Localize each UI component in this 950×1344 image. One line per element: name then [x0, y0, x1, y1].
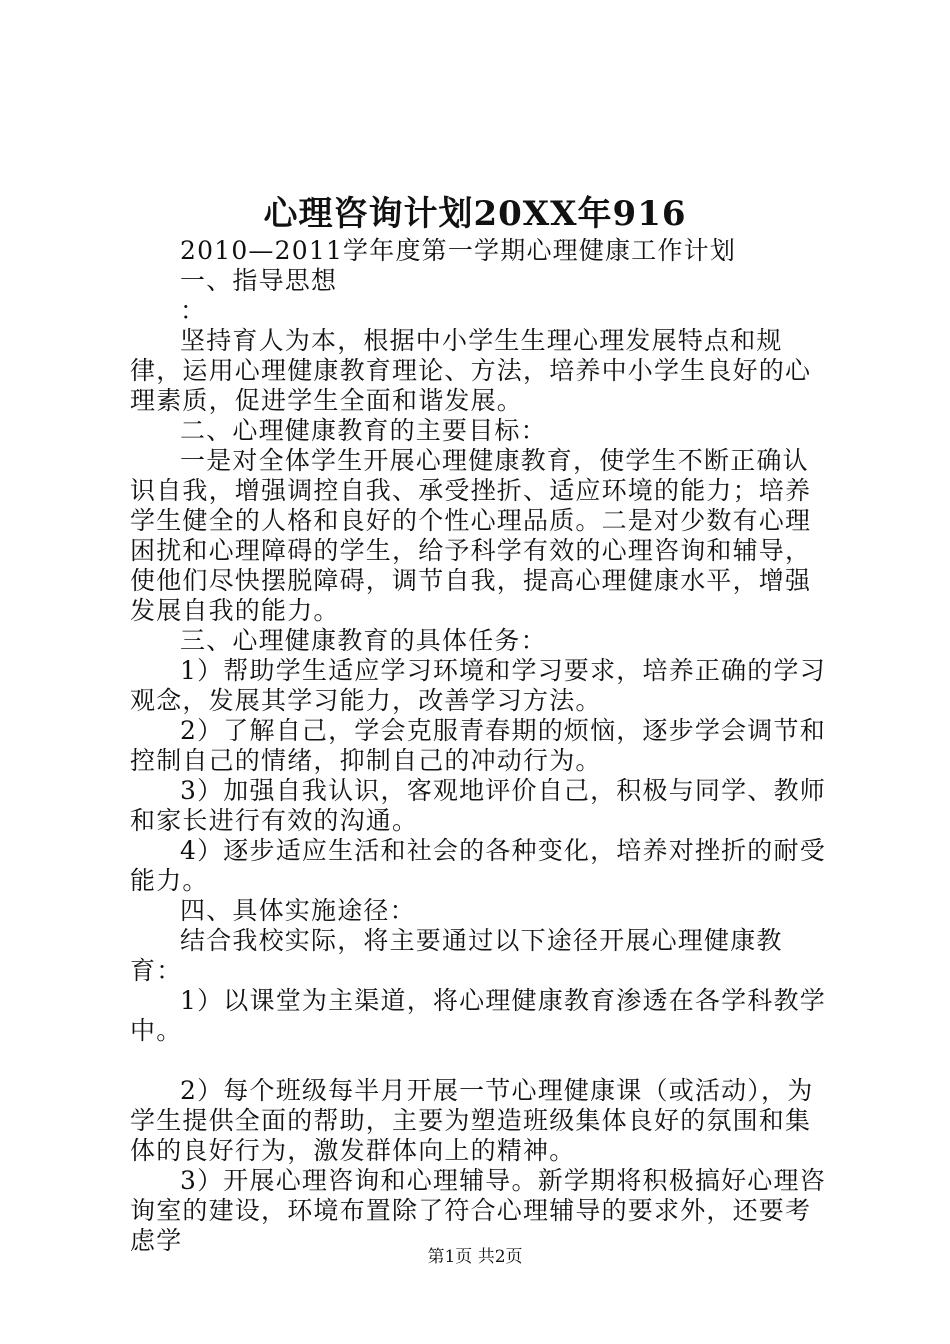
approach-item-2: 2）每个班级每半月开展一节心理健康课（或活动），为学生提供全面的帮助，主要为塑造班级集体良好的氛围和集体的良好行为，激发群体向上的精神。 [130, 1076, 814, 1165]
page-footer: 第1页 共2页 [427, 1247, 523, 1267]
document-body [130, 236, 832, 1256]
blank-line [130, 1046, 832, 1076]
document-title: 心理咨询计划20XX年916 [263, 194, 687, 234]
paragraph-guiding-thought: 坚持育人为本，根据中小学生生理心理发展特点和规律，运用心理健康教育理论、方法，培养中小学生良好的心理素质，促进学生全面和谐发展。 [130, 326, 812, 415]
paragraph-approach-intro: 结合我校实际，将主要通过以下途径开展心理健康教育： [130, 926, 783, 985]
paragraph-heading-plan: 2010—2011学年度第一学期心理健康工作计划 [180, 236, 737, 265]
approach-item-1: 1）以课堂为主渠道，将心理健康教育渗透在各学科教学中。 [130, 986, 826, 1045]
task-item-1: 1）帮助学生适应学习环境和学习要求，培养正确的学习观念，发展其学习能力，改善学习方法。 [130, 656, 826, 715]
task-item-3: 3）加强自我认识，客观地评价自己，积极与同学、教师和家长进行有效的沟通。 [130, 776, 826, 835]
task-item-4: 4）逐步适应生活和社会的各种变化，培养对挫折的耐受能力。 [130, 836, 826, 895]
task-item-2: 2）了解自己，学会克服青春期的烦恼，逐步学会调节和控制自己的情绪，抑制自己的冲动行为。 [130, 716, 826, 775]
paragraph-goals: 一是对全体学生开展心理健康教育，使学生不断正确认识自我，增强调控自我、承受挫折、适应环境的能力；培养学生健全的人格和良好的个性心理品质。二是对少数有心理困扰和心理障碍的学生，给予科学有效的心理咨询和辅导，使他们尽快摆脱障碍，调节自我，提高心理健康水平，增强发展自我的能力。 [130, 446, 812, 625]
approach-item-3: 3）开展心理咨询和心理辅导。新学期将积极搞好心理咨询室的建设，环境布置除了符合心理辅导的要求外，还要考虑学 [130, 1166, 826, 1255]
section-heading-1: 一、指导思想 [180, 266, 338, 295]
section-heading-4: 四、具体实施途径： [180, 896, 416, 925]
section-heading-2: 二、心理健康教育的主要目标： [180, 416, 547, 445]
section-heading-3: 三、心理健康教育的具体任务： [180, 626, 547, 655]
paragraph-colon: ： [180, 296, 207, 325]
